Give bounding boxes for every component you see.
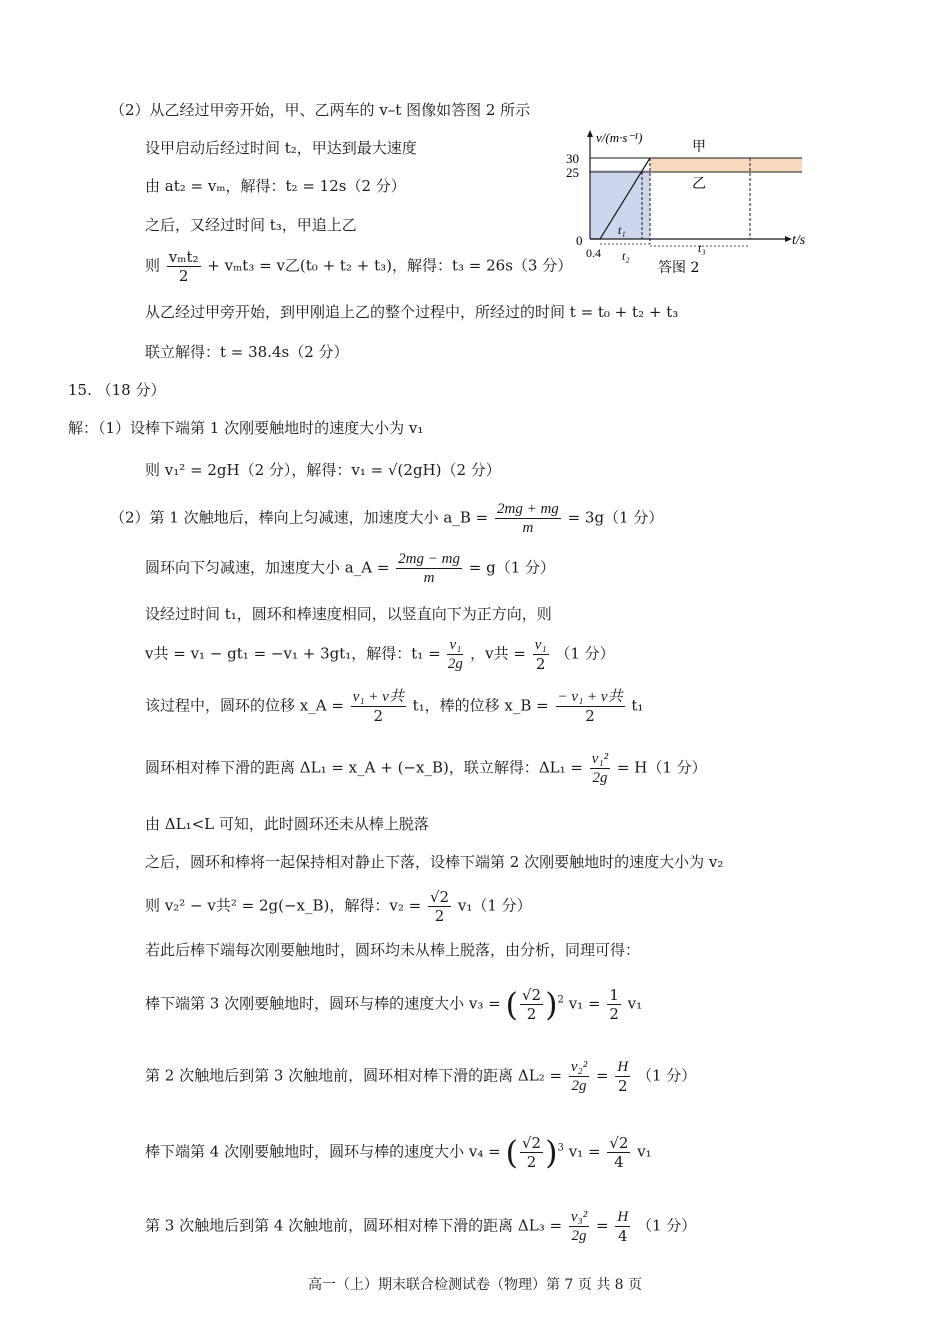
frac-dL1: $\frac{\text{v₁²}}{2g}$ — [591, 751, 609, 786]
q15-line-15-lead: 棒下端第 4 次刚要触地时，圆环与棒的速度大小 v₄ = — [145, 1142, 501, 1161]
tick-30: 30 — [566, 151, 579, 166]
q15-line-13-mid: v₁ = — [568, 994, 601, 1013]
q15-line-14-rest: （1 分） — [636, 1066, 697, 1085]
x-arrow — [785, 236, 792, 242]
tick-25: 25 — [566, 165, 579, 180]
frac-xA: $\frac{\text{v₁ + v共}}{2}$ — [352, 689, 404, 725]
q15-line-5: 设经过时间 t₁，圆环和棒速度相同，以竖直向下为正方向，则 — [145, 605, 552, 623]
q15-line-8 — [145, 750, 707, 787]
label-t3: t₃ — [698, 241, 706, 255]
q15-line-12: 若此后棒下端每次刚要触地时，圆环均未从棒上脱落，由分析，同理可得： — [145, 941, 641, 959]
q15-line-3 — [110, 500, 663, 537]
q15-line-10: 之后，圆环和棒将一起保持相对静止下落，设棒下端第 2 次刚要触地时的速度大小为 v₂ — [145, 853, 724, 871]
p2-line-3: 由 at₂ = vₘ，解得：t₂ = 12s（2 分） — [145, 177, 406, 195]
q15-line-1: 解：（1）设棒下端第 1 次刚要触地时的速度大小为 v₁ — [68, 419, 424, 437]
q15-line-15: 棒下端第 4 次刚要触地时，圆环与棒的速度大小 v₄ = ( $\frac{√2}{2}$ )$^3$ v₁ = $\frac{√2}{4}$ v₁ — [145, 1133, 652, 1172]
q15-line-9: 由 ΔL₁<L 可知，此时圆环还未从棒上脱落 — [145, 815, 429, 833]
label-jia: 甲 — [692, 139, 706, 155]
frac-xB: $\frac{\text{− v₁ + v共}}{2}$ — [557, 689, 623, 725]
q15-line-4-lead: 圆环向下匀减速，加速度大小 a_A = — [145, 558, 390, 577]
frac-v4-base: $\frac{√2}{2}$ — [521, 1134, 542, 1171]
q15-line-7-lead: 该过程中，圆环的位移 x_A = — [145, 696, 344, 715]
label-t2: t₂ — [622, 249, 630, 263]
p2-line-4: 之后，又经过时间 t₃，甲追上乙 — [145, 216, 357, 234]
frac-v3-base: $\frac{√2}{2}$ — [521, 986, 542, 1023]
q15-line-13-rest: v₁ — [627, 994, 643, 1013]
label-t1: t₁ — [618, 223, 626, 237]
frac-sqrt2-2: $\frac{√2}{2}$ — [429, 888, 450, 925]
q15-line-11-lead: 则 v₂² − v共² = 2g(−x_B)，解得：v₂ = — [145, 896, 422, 915]
frac-dL3: $\frac{\text{v₃²}}{2g}$ — [570, 1209, 588, 1244]
p2-line-5-lead: 则 — [145, 256, 161, 275]
q15-line-6-lead: v共 = v₁ − gt₁ = −v₁ + 3gt₁，解得：t₁ = — [145, 644, 441, 663]
q15-line-15-rest: v₁ — [637, 1142, 652, 1161]
figure-caption: 答图 2 — [658, 260, 700, 276]
q15-line-2: 则 v₁² = 2gH（2 分），解得：v₁ = √(2gH)（2 分） — [145, 461, 501, 479]
frac-aA: $\frac{2mg - mg}{m}$ — [398, 551, 460, 586]
v3-exponent: 2 — [557, 994, 564, 1006]
q15-line-15-mid: v₁ = — [568, 1142, 601, 1161]
q15-line-11-rest: v₁（1 分） — [457, 896, 532, 915]
frac-half: $\frac{1}{2}$ — [609, 986, 619, 1023]
q15-line-13: 棒下端第 3 次刚要触地时，圆环与棒的速度大小 v₃ = ( $\frac{√2}{2}$ )$^2$ v₁ = $\frac{1}{2}$ v₁ — [145, 985, 643, 1024]
q15-line-3-lead: （2）第 1 次触地后，棒向上匀减速，加速度大小 a_B = — [110, 508, 489, 527]
frac-vmt2-over-2: $\frac{\text{vₘt₂}}{2}$ — [168, 248, 199, 285]
x-axis-label: t/s — [792, 233, 806, 248]
q15-line-3-rest: = 3g（1 分） — [567, 508, 664, 527]
v4-exponent: 3 — [557, 1142, 564, 1154]
q15-line-7-mid: t₁，棒的位移 x_B = — [412, 696, 549, 715]
q15-line-16-lead: 第 3 次触地后到第 4 次触地前，圆环相对棒下滑的距离 ΔL₃ = — [145, 1216, 563, 1235]
q15-header: 15. （18 分） — [68, 381, 166, 399]
q15-line-6 — [145, 636, 615, 673]
q15-line-8-rest: = H（1 分） — [616, 758, 707, 777]
y-axis-label: v/(m·s⁻¹) — [596, 130, 643, 145]
label-yi: 乙 — [692, 176, 706, 192]
p2-line-5-rest: + vₘt₃ = v乙(t₀ + t₂ + t₃)，解得：t₃ = 26s（3 分） — [207, 256, 573, 275]
frac-sqrt2-4: $\frac{√2}{4}$ — [609, 1134, 629, 1171]
q15-line-6-mid: ，v共 = — [470, 644, 526, 663]
q15-line-4-rest: = g（1 分） — [468, 558, 556, 577]
frac-H-2: $\frac{H}{2}$ — [617, 1059, 629, 1095]
frac-aB: $\frac{2mg + mg}{m}$ — [496, 501, 559, 536]
q15-line-7-rest: t₁ — [631, 696, 644, 715]
q15-line-6-rest: （1 分） — [555, 644, 615, 663]
q15-line-11 — [145, 888, 532, 925]
q15-line-16: 第 3 次触地后到第 4 次触地前，圆环相对棒下滑的距离 ΔL₃ = $\frac{\text{v₃²}}{2g}$ = $\frac{H}{4}$ （1 分） — [145, 1209, 697, 1245]
area-gap — [650, 158, 802, 172]
y-arrow — [587, 130, 593, 137]
q15-line-14: 第 2 次触地后到第 3 次触地前，圆环相对棒下滑的距离 ΔL₂ = $\frac{\text{v₂²}}{2g}$ = $\frac{H}{2}$ （1 分） — [145, 1059, 697, 1095]
q15-line-14-lead: 第 2 次触地后到第 3 次触地前，圆环相对棒下滑的距离 ΔL₂ = — [145, 1066, 563, 1085]
q15-line-13-lead: 棒下端第 3 次刚要触地时，圆环与棒的速度大小 v₃ = — [145, 994, 501, 1013]
q15-line-4 — [145, 550, 555, 587]
q15-line-7 — [145, 688, 643, 725]
frac-dL2: $\frac{\text{v₂²}}{2g}$ — [570, 1059, 588, 1094]
frac-H-4: $\frac{H}{4}$ — [617, 1209, 629, 1245]
p2-line-2: 设甲启动后经过时间 t₂，甲达到最大速度 — [145, 139, 417, 157]
origin-label: 0 — [576, 233, 583, 248]
p2-line-7: 联立解得：t = 38.4s（2 分） — [145, 343, 349, 361]
p2-line-6: 从乙经过甲旁开始，到甲刚追上乙的整个过程中，所经过的时间 t = t₀ + t₂ + t₃ — [145, 303, 679, 321]
vt-graph — [562, 126, 822, 278]
tick-0-4: 0.4 — [586, 246, 601, 260]
frac-t1: $\frac{\text{v₁}}{2g}$ — [447, 637, 463, 672]
p2-line-1: （2）从乙经过甲旁开始，甲、乙两车的 v–t 图像如答图 2 所示 — [110, 101, 531, 119]
q15-line-8-lead: 圆环相对棒下滑的距离 ΔL₁ = x_A + (−x_B)，联立解得：ΔL₁ = — [145, 758, 583, 777]
p2-line-5 — [145, 248, 572, 285]
frac-vgong: $\frac{\text{v₁}}{2}$ — [534, 637, 547, 673]
q15-line-16-rest: （1 分） — [636, 1216, 697, 1235]
page-footer: 高一（上）期末联合检测试卷（物理）第 7 页 共 8 页 — [307, 1277, 643, 1293]
